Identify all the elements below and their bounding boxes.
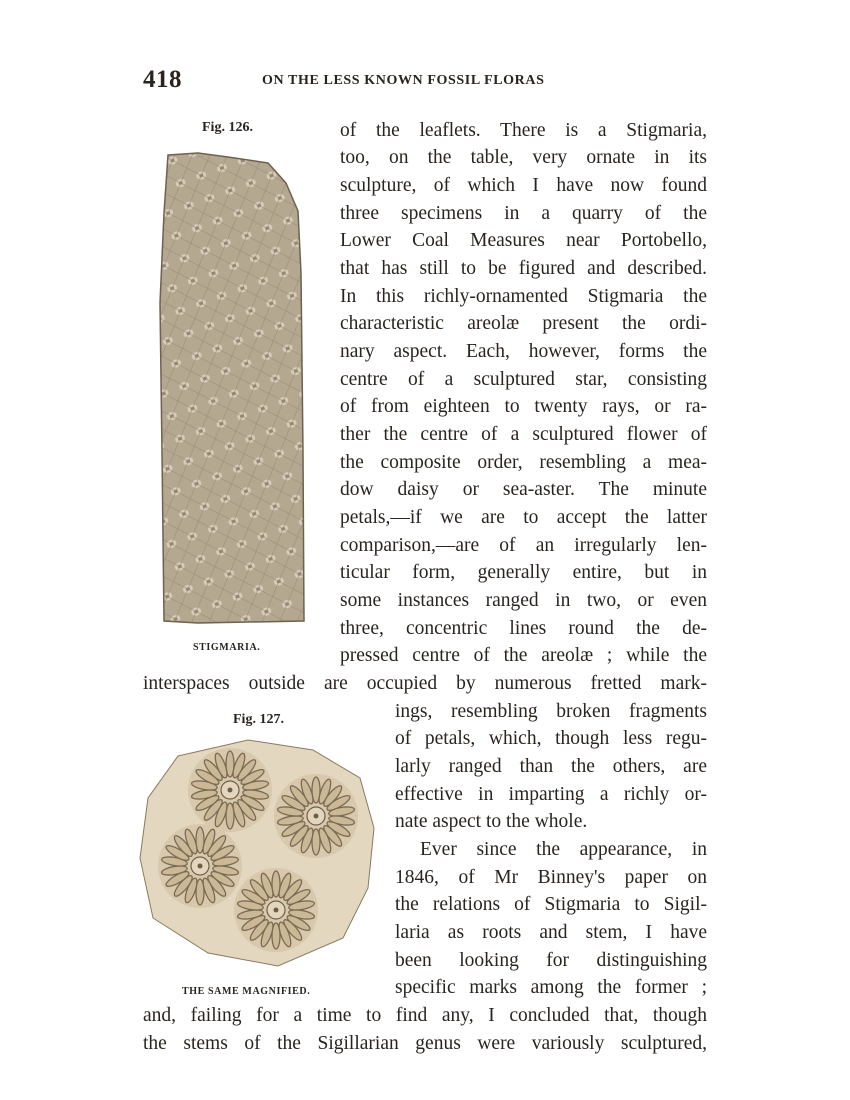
body-line-8: characteristic areolæ present the ordi-	[340, 313, 707, 334]
body-line-26: nate aspect to the whole.	[395, 811, 588, 832]
body-line-23: of petals, which, though less regu-	[395, 728, 707, 749]
body-line-34: the stems of the Sigillarian genus were variously sculptured,	[143, 1033, 707, 1054]
body-line-7: In this richly-ornamented Stigmaria the	[340, 286, 707, 307]
body-line-17: ticular form, generally entire, but in	[340, 562, 707, 583]
figure-126-label: STIGMARIA.	[193, 642, 261, 653]
page-number: 418	[143, 66, 182, 93]
body-line-30: laria as roots and stem, I have	[395, 922, 707, 943]
body-line-20: pressed centre of the areolæ ; while the	[340, 645, 707, 666]
body-line-13: the composite order, resembling a mea-	[340, 452, 707, 473]
stigmaria-fossil-illustration	[158, 153, 308, 625]
body-line-3: sculpture, of which I have now found	[340, 175, 707, 196]
figure-126-caption: Fig. 126.	[202, 120, 253, 135]
body-line-18: some instances ranged in two, or even	[340, 590, 707, 611]
body-line-11: of from eighteen to twenty rays, or ra-	[340, 396, 707, 417]
body-line-24: larly ranged than the others, are	[395, 756, 707, 777]
body-line-25: effective in imparting a richly or-	[395, 784, 707, 805]
body-line-5: Lower Coal Measures near Portobello,	[340, 230, 707, 251]
body-line-12: ther the centre of a sculptured flower of	[340, 424, 707, 445]
body-line-1: of the leaflets. There is a Stigmaria,	[340, 120, 707, 141]
body-line-6: that has still to be figured and described.	[340, 258, 707, 279]
body-line-28: 1846, of Mr Binney's paper on	[395, 867, 707, 888]
body-line-29: the relations of Stigmaria to Sigil-	[395, 894, 707, 915]
body-line-16: comparison,—are of an irregularly len-	[340, 535, 707, 556]
body-line-32: specific marks among the former ;	[395, 977, 707, 998]
body-line-33: and, failing for a time to find any, I concluded that, though	[143, 1005, 707, 1026]
body-line-27: Ever since the appearance, in	[420, 839, 707, 860]
body-line-9: nary aspect. Each, however, forms the	[340, 341, 707, 362]
body-line-21: interspaces outside are occupied by numerous fretted mark-	[143, 673, 707, 694]
body-line-10: centre of a sculptured star, consisting	[340, 369, 707, 390]
body-line-14: dow daisy or sea-aster. The minute	[340, 479, 707, 500]
body-line-22: ings, resembling broken fragments	[395, 701, 707, 722]
body-line-19: three, concentric lines round the de-	[340, 618, 707, 639]
figure-127-caption: Fig. 127.	[233, 712, 284, 727]
figure-127-label: THE SAME MAGNIFIED.	[182, 986, 311, 997]
running-title: ON THE LESS KNOWN FOSSIL FLORAS	[262, 73, 545, 88]
body-line-4: three specimens in a quarry of the	[340, 203, 707, 224]
body-line-15: petals,—if we are to accept the latter	[340, 507, 707, 528]
magnified-areolae-illustration	[138, 738, 378, 968]
body-line-31: been looking for distinguishing	[395, 950, 707, 971]
body-line-2: too, on the table, very ornate in its	[340, 147, 707, 168]
